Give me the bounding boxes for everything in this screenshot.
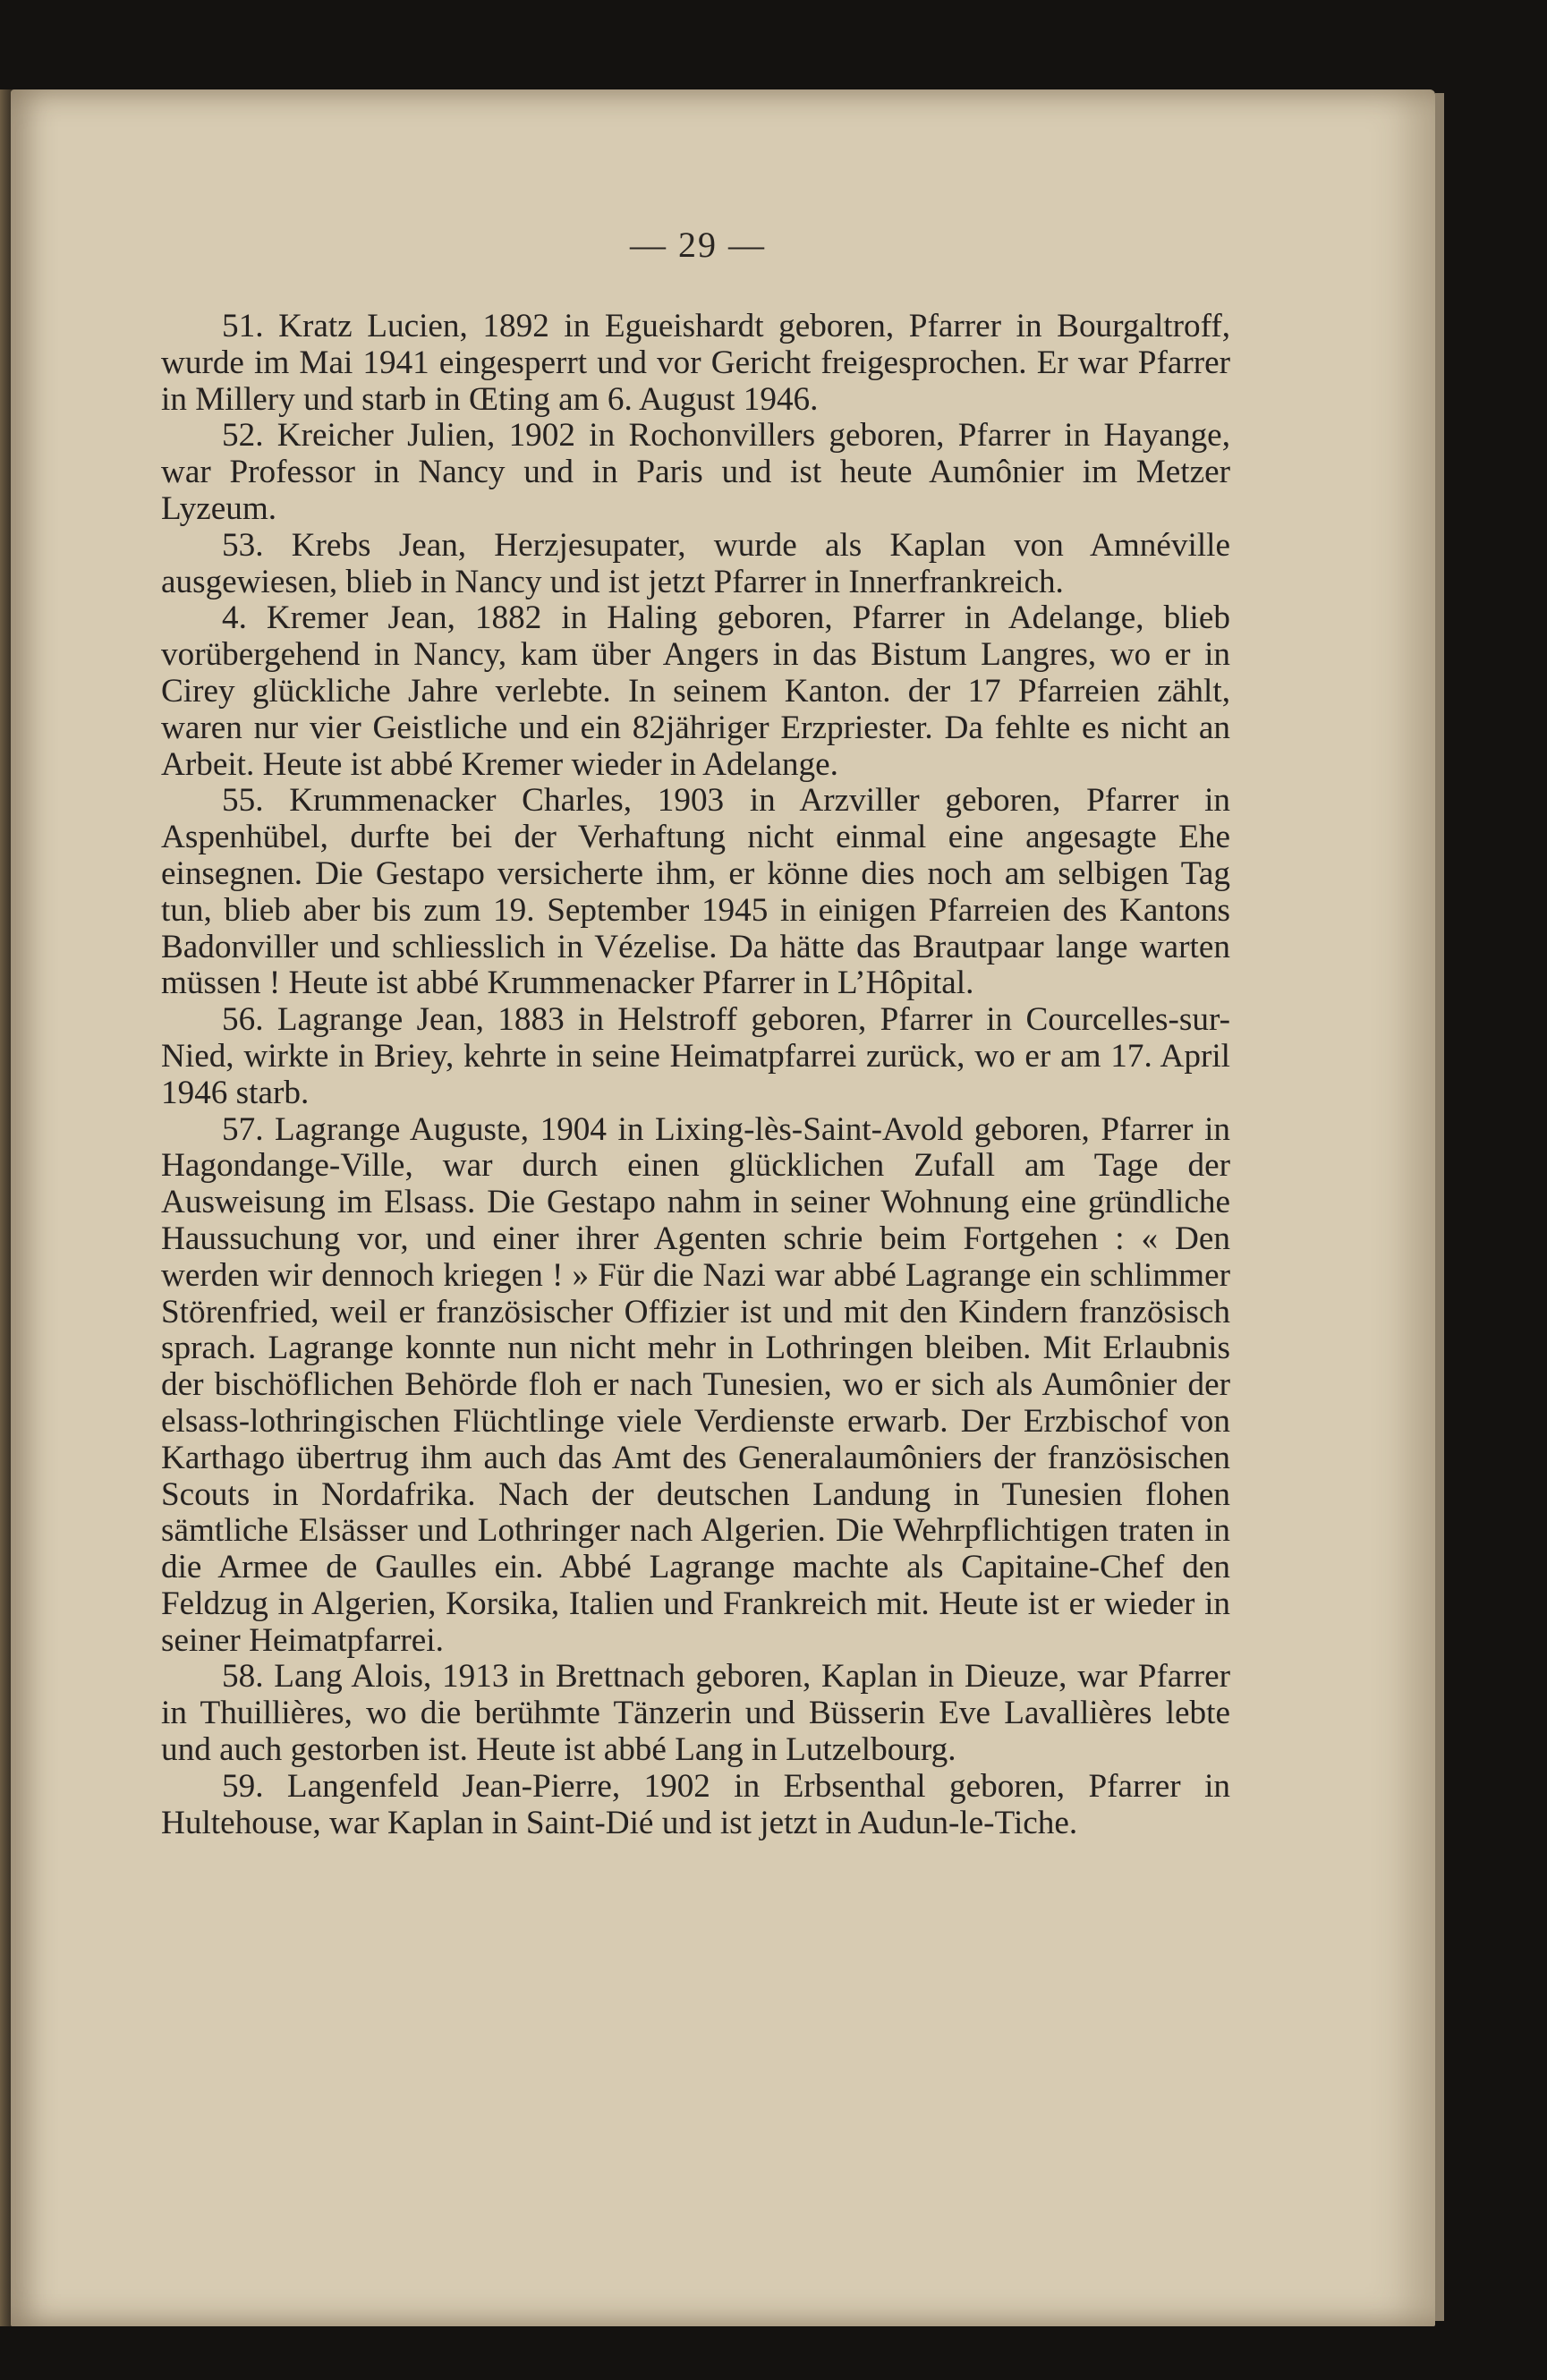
entry-59: 59. Langenfeld Jean-Pierre, 1902 in Erbsenthal geboren, Pfarrer in Hultehouse, war Kaplan in Saint-Dié und ist jetzt in Audun-le-Tiche. <box>161 1767 1230 1841</box>
entry-53: 53. Krebs Jean, Herzjesupater, wurde als Kaplan von Amnéville ausgewiesen, blieb in Nancy und ist jetzt Pfarrer in Innerfrankreich. <box>161 526 1230 600</box>
entry-52: 52. Kreicher Julien, 1902 in Rochonvillers geboren, Pfarrer in Hayange, war Professor in Nancy und in Paris und ist heute Aumônier im Metzer Lyzeum. <box>161 417 1230 527</box>
entry-51: 51. Kratz Lucien, 1892 in Egueishardt geboren, Pfarrer in Bourgaltroff, wurde im Mai 1941 eingesperrt und vor Gericht freigesprochen. Er war Pfarrer in Millery und starb in Œting am 6. August 1946. <box>161 308 1230 418</box>
entry-58: 58. Lang Alois, 1913 in Brettnach geboren, Kaplan in Dieuze, war Pfarrer in Thuillières, wo die berühmte Tänzerin und Büsserin Eve Lavallières lebte und auch gestorben ist. Heute ist abbé Lang in Lutzelbourg. <box>161 1658 1230 1769</box>
page-number: — 29 — <box>630 225 766 265</box>
entry-54: 4. Kremer Jean, 1882 in Haling geboren, Pfarrer in Adelange, blieb vorübergehend in Nancy, kam über Angers in das Bistum Langres, wo er in Cirey glückliche Jahre verlebte. In seinem Kanton. der 17 Pfarreien zählt, waren nur vier Geistliche und ein 82jähriger Erzpriester. Da fehlte es nicht an Arbeit. Heute ist abbé Kremer wieder in Adelange. <box>161 599 1230 783</box>
text-body <box>161 309 1230 1841</box>
entry-56: 56. Lagrange Jean, 1883 in Helstroff geboren, Pfarrer in Courcelles-sur-Nied, wirkte in Briey, kehrte in seine Heimatpfarrei zurück, wo er am 17. April 1946 starb. <box>161 1001 1230 1111</box>
entry-57: 57. Lagrange Auguste, 1904 in Lixing-lès-Saint-Avold geboren, Pfarrer in Hagondange-Ville, war durch einen glücklichen Zufall am Tage der Ausweisung im Elsass. Die Gestapo nahm in seiner Wohnung eine gründliche Haussuchung vor, und einer ihrer Agenten schrie beim Fortgehen : « Den werden wir dennoch kriegen ! » Für die Nazi war abbé Lagrange ein schlimmer Störenfried, weil er französischer Offizier ist und mit den Kindern französisch sprach. Lagrange konnte nun nicht mehr in Lothringen bleiben. Mit Erlaubnis der bischöflichen Behörde floh er nach Tunesien, wo er sich als Aumônier der elsass-lothringischen Flüchtlinge viele Verdienste erwarb. Der Erzbischof von Karthago übertrug ihm auch das Amt des Generalaumôniers der französischen Scouts in Nordafrika. Nach der deutschen Landung in Tunesien flohen sämtliche Elsässer und Lothringer nach Algerien. Die Wehrpflichtigen traten in die Armee de Gaulles ein. Abbé Lagrange machte als Capitaine-Chef den Feldzug in Algerien, Korsika, Italien und Frankreich mit. Heute ist er wieder in seiner Heimatpfarrei. <box>161 1110 1230 1659</box>
entry-55: 55. Krummenacker Charles, 1903 in Arzviller geboren, Pfarrer in Aspenhübel, durfte bei der Verhaftung nicht einmal eine angesagte Ehe einsegnen. Die Gestapo versicherte ihm, er könne dies noch am selbigen Tag tun, blieb aber bis zum 19. September 1945 in einigen Pfarreien des Kantons Badonviller und schliesslich in Vézelise. Da hätte das Brautpaar lange warten müssen ! Heute ist abbé Krummenacker Pfarrer in L’Hôpital. <box>161 782 1230 1002</box>
page-edge <box>1435 93 1444 2321</box>
